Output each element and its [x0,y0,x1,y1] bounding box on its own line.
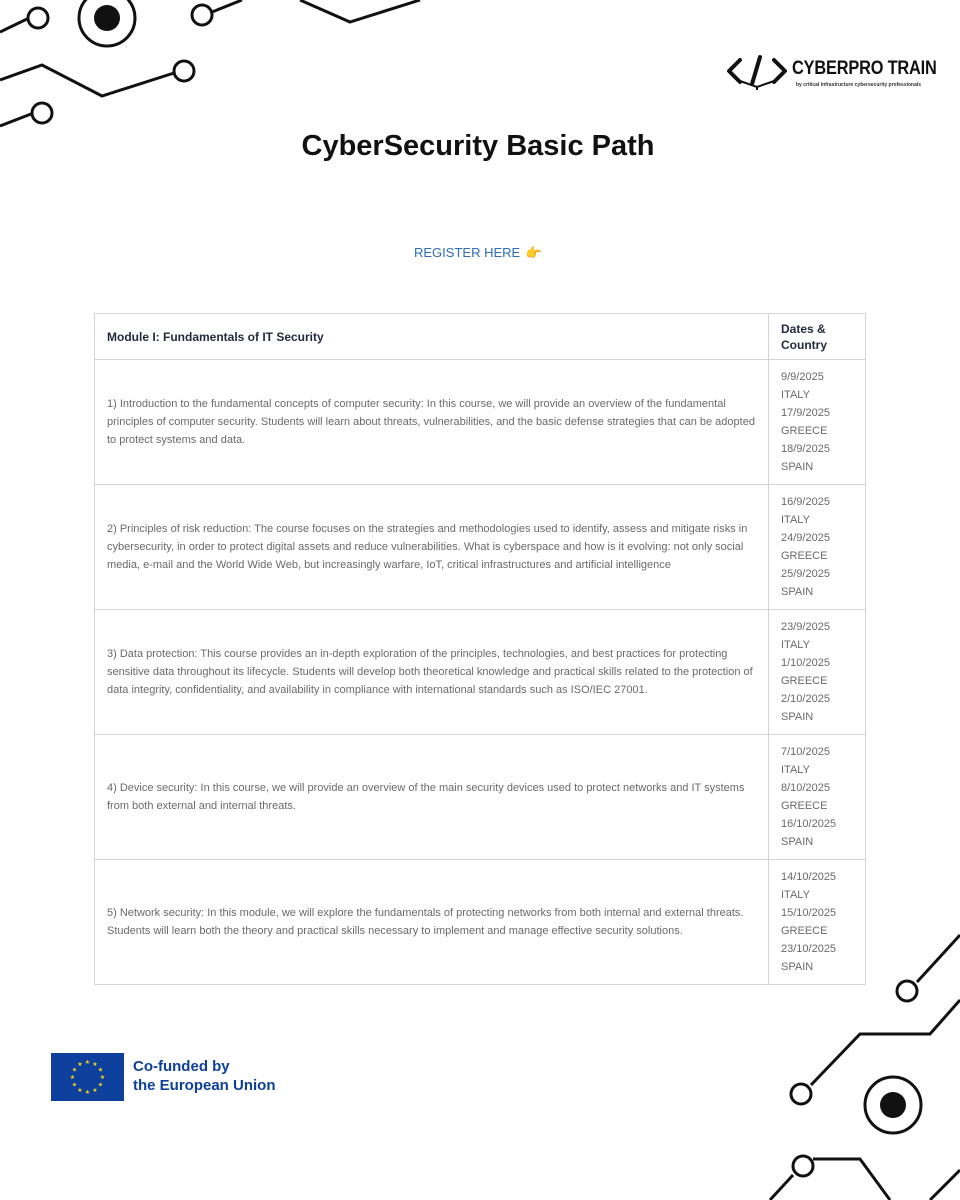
module-description: 5) Network security: In this module, we will explore the fundamentals of protecting networks from both internal and external threats. Students will learn both the theory and practical skills necessary to implement and manage effective security solutions. [95,860,769,985]
eu-star-icon: ★ [92,1062,98,1068]
module-description: 4) Device security: In this course, we will provide an overview of the main security devices used to protect networks and IT systems from both external and internal threats. [95,735,769,860]
country-entry: GREECE [781,925,828,937]
eu-star-icon: ★ [77,1062,83,1068]
module-description: 3) Data protection: This course provides an in-depth exploration of the principles, technologies, and best practices for protecting sensitive data throughout its lifecycle. Students will develop both theoretical knowledge and practical skills related to the protection of data integrity, confidentiality, and availability in compliance with international standards such as ISO/IEC 27001. [95,610,769,735]
date-entry: 15/10/2025 [781,907,837,919]
country-entry: ITALY [781,514,810,526]
brand-logo [726,52,937,96]
table-row [95,735,866,860]
country-entry: SPAIN [781,836,814,848]
date-entry: 9/9/2025 [781,371,824,383]
country-entry: SPAIN [781,961,814,973]
eu-star-icon: ★ [99,1075,106,1081]
brand-name: CYBERPRO TRAIN [792,58,937,79]
country-entry: GREECE [781,800,828,812]
module-dates [769,485,866,610]
module-dates [769,735,866,860]
eu-star-icon: ★ [77,1088,83,1094]
country-entry: SPAIN [781,711,814,723]
eu-star-icon: ★ [84,1090,91,1096]
register-link[interactable] [0,245,956,261]
pointing-hand-icon: 👉 [525,245,542,260]
date-entry: 17/9/2025 [781,407,830,419]
table-row [95,360,866,485]
table-header-row [95,314,866,360]
eu-stars-icon [51,1053,124,1101]
country-entry: ITALY [781,389,810,401]
date-entry: 18/9/2025 [781,443,830,455]
country-entry: SPAIN [781,586,814,598]
country-entry: GREECE [781,675,828,687]
eu-star-icon: ★ [92,1088,98,1094]
module-description: 1) Introduction to the fundamental concepts of computer security: In this course, we will provide an overview of the fundamental principles of computer security. Students will learn about threats, vulnerabilities, and the basic defense strategies that can be adopted to protect systems and data. [95,360,769,485]
eu-star-icon: ★ [97,1082,104,1089]
table-row [95,860,866,985]
country-entry: ITALY [781,764,810,776]
date-entry: 23/9/2025 [781,621,830,633]
date-entry: 7/10/2025 [781,746,830,758]
brand-tagline: by critical infrastructure cybersecurity professionals [796,82,922,88]
table-row [95,485,866,610]
date-entry: 1/10/2025 [781,657,830,669]
country-entry: SPAIN [781,461,814,473]
module-description: 2) Principles of risk reduction: The course focuses on the strategies and methodologies used to identify, assess and mitigate risks in cybersecurity, in order to protect digital assets and reduce vulnerabilities. What is cyberspace and how is it evolving: not only social media, e-mail and the World Wide Web, but increasingly warfare, IoT, critical infrastructures and artificial intelligence [95,485,769,610]
register-label: REGISTER HERE [414,245,521,260]
table-row [95,610,866,735]
date-entry: 16/10/2025 [781,818,837,830]
country-entry: ITALY [781,639,810,651]
eu-star-icon: ★ [84,1060,91,1066]
page-title: CyberSecurity Basic Path [301,130,655,162]
eu-text [133,1057,333,1095]
date-entry: 8/10/2025 [781,782,830,794]
circuit-decoration-top-left [0,0,460,135]
country-entry: GREECE [781,425,828,437]
eu-line-1: Co-funded by [133,1058,230,1075]
date-entry: 14/10/2025 [781,871,837,883]
eu-star-icon: ★ [97,1067,104,1074]
module-dates [769,860,866,985]
code-mortarboard-icon [726,54,788,90]
date-entry: 23/10/2025 [781,943,837,955]
date-entry: 25/9/2025 [781,568,830,580]
module-dates [769,360,866,485]
country-entry: GREECE [781,550,828,562]
dates-country-header: Dates & Country [769,314,866,360]
date-entry: 24/9/2025 [781,532,830,544]
module-header: Module I: Fundamentals of IT Security [95,314,769,360]
date-entry: 16/9/2025 [781,496,830,508]
module-dates [769,610,866,735]
eu-star-icon: ★ [71,1082,78,1089]
eu-flag-icon [51,1053,124,1101]
country-entry: ITALY [781,889,810,901]
eu-star-icon: ★ [69,1075,76,1081]
eu-star-icon: ★ [71,1067,78,1074]
module-table [94,313,866,985]
eu-line-2: the European Union [133,1077,276,1094]
date-entry: 2/10/2025 [781,693,830,705]
